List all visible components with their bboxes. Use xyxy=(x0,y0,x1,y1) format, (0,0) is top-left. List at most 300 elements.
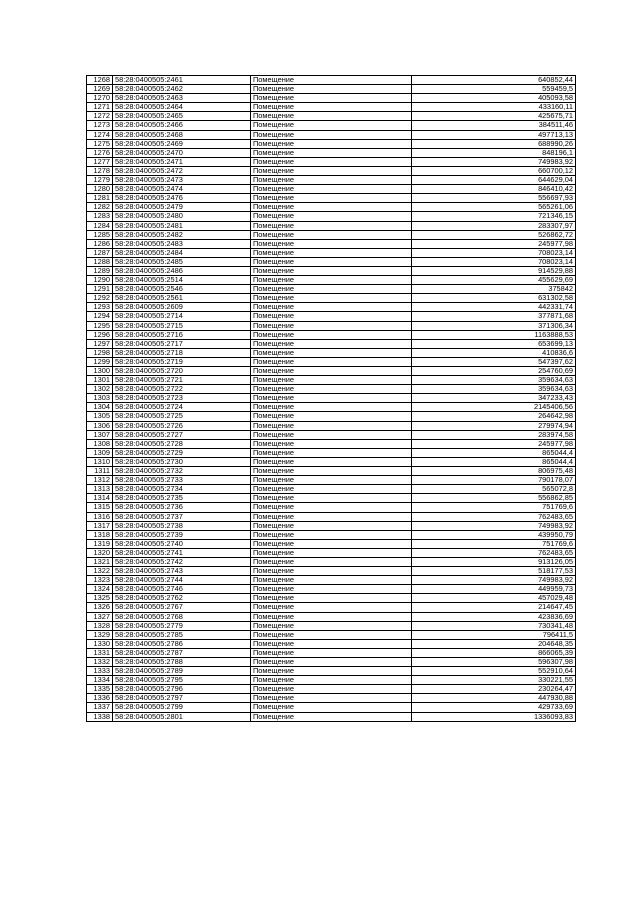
object-type-cell: Помещение xyxy=(251,630,412,639)
cadastral-number-cell: 58:28:0400505:2481 xyxy=(113,221,251,230)
table-row xyxy=(87,303,576,312)
cadastral-number-cell: 58:28:0400505:2733 xyxy=(113,476,251,485)
object-type-cell: Помещение xyxy=(251,212,412,221)
cadastral-number-cell: 58:28:0400505:2561 xyxy=(113,294,251,303)
cadastral-value-cell: 559459,5 xyxy=(412,85,576,94)
cadastral-value-cell: 330221,55 xyxy=(412,676,576,685)
cadastral-number-cell: 58:28:0400505:2788 xyxy=(113,658,251,667)
cadastral-number-cell: 58:28:0400505:2725 xyxy=(113,412,251,421)
table-row xyxy=(87,521,576,530)
cadastral-value-cell: 433160,11 xyxy=(412,103,576,112)
row-number-cell: 1299 xyxy=(87,357,113,366)
object-type-cell: Помещение xyxy=(251,394,412,403)
object-type-cell: Помещение xyxy=(251,230,412,239)
row-number-cell: 1310 xyxy=(87,457,113,466)
cadastral-value-cell: 455629,69 xyxy=(412,276,576,285)
table-row xyxy=(87,548,576,557)
object-type-cell: Помещение xyxy=(251,557,412,566)
row-number-cell: 1276 xyxy=(87,148,113,157)
cadastral-value-cell: 653699,13 xyxy=(412,339,576,348)
table-row xyxy=(87,266,576,275)
cadastral-number-cell: 58:28:0400505:2801 xyxy=(113,712,251,721)
table-row xyxy=(87,630,576,639)
row-number-cell: 1278 xyxy=(87,166,113,175)
cadastral-value-cell: 429733,69 xyxy=(412,703,576,712)
row-number-cell: 1287 xyxy=(87,248,113,257)
cadastral-value-cell: 547397,62 xyxy=(412,357,576,366)
cadastral-value-cell: 565072,8 xyxy=(412,485,576,494)
object-type-cell: Помещение xyxy=(251,667,412,676)
cadastral-value-cell: 688990,26 xyxy=(412,139,576,148)
row-number-cell: 1331 xyxy=(87,648,113,657)
cadastral-number-cell: 58:28:0400505:2734 xyxy=(113,485,251,494)
object-type-cell: Помещение xyxy=(251,485,412,494)
cadastral-number-cell: 58:28:0400505:2717 xyxy=(113,339,251,348)
table-row xyxy=(87,467,576,476)
table-row xyxy=(87,248,576,257)
table-row xyxy=(87,567,576,576)
cadastral-value-cell: 442331,74 xyxy=(412,303,576,312)
object-type-cell: Помещение xyxy=(251,376,412,385)
table-row xyxy=(87,703,576,712)
row-number-cell: 1292 xyxy=(87,294,113,303)
object-type-cell: Помещение xyxy=(251,330,412,339)
row-number-cell: 1279 xyxy=(87,176,113,185)
cadastral-number-cell: 58:28:0400505:2762 xyxy=(113,594,251,603)
cadastral-number-cell: 58:28:0400505:2768 xyxy=(113,612,251,621)
cadastral-number-cell: 58:28:0400505:2471 xyxy=(113,157,251,166)
cadastral-number-cell: 58:28:0400505:2473 xyxy=(113,176,251,185)
cadastral-value-cell: 264642,98 xyxy=(412,412,576,421)
cadastral-number-cell: 58:28:0400505:2735 xyxy=(113,494,251,503)
table-row xyxy=(87,457,576,466)
object-type-cell: Помещение xyxy=(251,239,412,248)
row-number-cell: 1277 xyxy=(87,157,113,166)
table-row xyxy=(87,321,576,330)
table-row xyxy=(87,394,576,403)
table-row xyxy=(87,376,576,385)
row-number-cell: 1321 xyxy=(87,557,113,566)
cadastral-number-cell: 58:28:0400505:2720 xyxy=(113,367,251,376)
cadastral-value-cell: 631302,58 xyxy=(412,294,576,303)
cadastral-number-cell: 58:28:0400505:2737 xyxy=(113,512,251,521)
row-number-cell: 1280 xyxy=(87,185,113,194)
row-number-cell: 1333 xyxy=(87,667,113,676)
cadastral-number-cell: 58:28:0400505:2767 xyxy=(113,603,251,612)
cadastral-number-cell: 58:28:0400505:2723 xyxy=(113,394,251,403)
cadastral-value-cell: 565261,06 xyxy=(412,203,576,212)
object-type-cell: Помещение xyxy=(251,658,412,667)
table-row xyxy=(87,676,576,685)
object-type-cell: Помещение xyxy=(251,112,412,121)
row-number-cell: 1316 xyxy=(87,512,113,521)
object-type-cell: Помещение xyxy=(251,703,412,712)
row-number-cell: 1338 xyxy=(87,712,113,721)
cadastral-value-cell: 790178,07 xyxy=(412,476,576,485)
object-type-cell: Помещение xyxy=(251,648,412,657)
table-row xyxy=(87,112,576,121)
table-row xyxy=(87,166,576,175)
cadastral-number-cell: 58:28:0400505:2482 xyxy=(113,230,251,239)
object-type-cell: Помещение xyxy=(251,439,412,448)
table-row xyxy=(87,94,576,103)
object-type-cell: Помещение xyxy=(251,221,412,230)
row-number-cell: 1269 xyxy=(87,85,113,94)
cadastral-value-table xyxy=(86,75,576,722)
table-row xyxy=(87,712,576,721)
object-type-cell: Помещение xyxy=(251,694,412,703)
row-number-cell: 1320 xyxy=(87,548,113,557)
table-row xyxy=(87,194,576,203)
table-row xyxy=(87,312,576,321)
cadastral-number-cell: 58:28:0400505:2716 xyxy=(113,330,251,339)
table-row xyxy=(87,285,576,294)
cadastral-value-cell: 497713,13 xyxy=(412,130,576,139)
object-type-cell: Помещение xyxy=(251,185,412,194)
object-type-cell: Помещение xyxy=(251,357,412,366)
row-number-cell: 1329 xyxy=(87,630,113,639)
table-row xyxy=(87,412,576,421)
cadastral-value-cell: 2145406,56 xyxy=(412,403,576,412)
row-number-cell: 1308 xyxy=(87,439,113,448)
table-row xyxy=(87,503,576,512)
cadastral-value-cell: 806975,48 xyxy=(412,467,576,476)
row-number-cell: 1328 xyxy=(87,621,113,630)
cadastral-number-cell: 58:28:0400505:2474 xyxy=(113,185,251,194)
row-number-cell: 1315 xyxy=(87,503,113,512)
cadastral-value-cell: 254760,69 xyxy=(412,367,576,376)
cadastral-number-cell: 58:28:0400505:2727 xyxy=(113,430,251,439)
table-row xyxy=(87,85,576,94)
table-row xyxy=(87,221,576,230)
cadastral-value-cell: 751769,6 xyxy=(412,503,576,512)
object-type-cell: Помещение xyxy=(251,576,412,585)
object-type-cell: Помещение xyxy=(251,448,412,457)
cadastral-value-cell: 425675,71 xyxy=(412,112,576,121)
object-type-cell: Помещение xyxy=(251,421,412,430)
cadastral-number-cell: 58:28:0400505:2609 xyxy=(113,303,251,312)
cadastral-number-cell: 58:28:0400505:2470 xyxy=(113,148,251,157)
table-row xyxy=(87,339,576,348)
cadastral-value-cell: 865044,4 xyxy=(412,457,576,466)
cadastral-number-cell: 58:28:0400505:2476 xyxy=(113,194,251,203)
cadastral-value-cell: 457029,48 xyxy=(412,594,576,603)
cadastral-value-cell: 230264,47 xyxy=(412,685,576,694)
object-type-cell: Помещение xyxy=(251,457,412,466)
object-type-cell: Помещение xyxy=(251,594,412,603)
table-row xyxy=(87,367,576,376)
cadastral-value-cell: 556862,85 xyxy=(412,494,576,503)
table-row xyxy=(87,357,576,366)
object-type-cell: Помещение xyxy=(251,676,412,685)
object-type-cell: Помещение xyxy=(251,121,412,130)
row-number-cell: 1336 xyxy=(87,694,113,703)
object-type-cell: Помещение xyxy=(251,194,412,203)
object-type-cell: Помещение xyxy=(251,285,412,294)
table-row xyxy=(87,139,576,148)
cadastral-value-cell: 762483,65 xyxy=(412,548,576,557)
table-row xyxy=(87,430,576,439)
table-row xyxy=(87,612,576,621)
row-number-cell: 1324 xyxy=(87,585,113,594)
object-type-cell: Помещение xyxy=(251,539,412,548)
cadastral-value-cell: 1336093,83 xyxy=(412,712,576,721)
cadastral-value-cell: 449959,73 xyxy=(412,585,576,594)
cadastral-number-cell: 58:28:0400505:2744 xyxy=(113,576,251,585)
table-row xyxy=(87,530,576,539)
cadastral-value-cell: 556697,93 xyxy=(412,194,576,203)
object-type-cell: Помещение xyxy=(251,567,412,576)
table-row xyxy=(87,448,576,457)
cadastral-value-cell: 552910,64 xyxy=(412,667,576,676)
object-type-cell: Помещение xyxy=(251,385,412,394)
table-row xyxy=(87,348,576,357)
row-number-cell: 1330 xyxy=(87,639,113,648)
row-number-cell: 1291 xyxy=(87,285,113,294)
table-row xyxy=(87,239,576,248)
cadastral-number-cell: 58:28:0400505:2795 xyxy=(113,676,251,685)
row-number-cell: 1283 xyxy=(87,212,113,221)
row-number-cell: 1332 xyxy=(87,658,113,667)
cadastral-value-cell: 1163888,53 xyxy=(412,330,576,339)
cadastral-value-cell: 518177,53 xyxy=(412,567,576,576)
object-type-cell: Помещение xyxy=(251,476,412,485)
cadastral-number-cell: 58:28:0400505:2730 xyxy=(113,457,251,466)
row-number-cell: 1322 xyxy=(87,567,113,576)
table-row xyxy=(87,694,576,703)
table-row xyxy=(87,203,576,212)
cadastral-value-cell: 375842 xyxy=(412,285,576,294)
cadastral-number-cell: 58:28:0400505:2785 xyxy=(113,630,251,639)
row-number-cell: 1314 xyxy=(87,494,113,503)
row-number-cell: 1303 xyxy=(87,394,113,403)
object-type-cell: Помещение xyxy=(251,176,412,185)
cadastral-number-cell: 58:28:0400505:2742 xyxy=(113,557,251,566)
cadastral-value-cell: 214647,45 xyxy=(412,603,576,612)
cadastral-value-cell: 644629,04 xyxy=(412,176,576,185)
object-type-cell: Помещение xyxy=(251,203,412,212)
cadastral-value-cell: 410836,6 xyxy=(412,348,576,357)
cadastral-number-cell: 58:28:0400505:2786 xyxy=(113,639,251,648)
object-type-cell: Помещение xyxy=(251,503,412,512)
row-number-cell: 1337 xyxy=(87,703,113,712)
row-number-cell: 1288 xyxy=(87,257,113,266)
row-number-cell: 1312 xyxy=(87,476,113,485)
row-number-cell: 1298 xyxy=(87,348,113,357)
table-row xyxy=(87,639,576,648)
cadastral-number-cell: 58:28:0400505:2466 xyxy=(113,121,251,130)
cadastral-number-cell: 58:28:0400505:2464 xyxy=(113,103,251,112)
cadastral-number-cell: 58:28:0400505:2797 xyxy=(113,694,251,703)
object-type-cell: Помещение xyxy=(251,430,412,439)
object-type-cell: Помещение xyxy=(251,148,412,157)
row-number-cell: 1285 xyxy=(87,230,113,239)
cadastral-number-cell: 58:28:0400505:2479 xyxy=(113,203,251,212)
cadastral-number-cell: 58:28:0400505:2472 xyxy=(113,166,251,175)
table-row xyxy=(87,439,576,448)
cadastral-number-cell: 58:28:0400505:2546 xyxy=(113,285,251,294)
cadastral-number-cell: 58:28:0400505:2468 xyxy=(113,130,251,139)
cadastral-number-cell: 58:28:0400505:2729 xyxy=(113,448,251,457)
row-number-cell: 1272 xyxy=(87,112,113,121)
row-number-cell: 1286 xyxy=(87,239,113,248)
object-type-cell: Помещение xyxy=(251,339,412,348)
row-number-cell: 1268 xyxy=(87,76,113,85)
object-type-cell: Помещение xyxy=(251,512,412,521)
cadastral-number-cell: 58:28:0400505:2799 xyxy=(113,703,251,712)
object-type-cell: Помещение xyxy=(251,103,412,112)
row-number-cell: 1273 xyxy=(87,121,113,130)
cadastral-number-cell: 58:28:0400505:2463 xyxy=(113,94,251,103)
row-number-cell: 1304 xyxy=(87,403,113,412)
table-row xyxy=(87,576,576,585)
object-type-cell: Помещение xyxy=(251,403,412,412)
row-number-cell: 1311 xyxy=(87,467,113,476)
table-row xyxy=(87,330,576,339)
cadastral-number-cell: 58:28:0400505:2514 xyxy=(113,276,251,285)
table-row xyxy=(87,257,576,266)
object-type-cell: Помещение xyxy=(251,94,412,103)
object-type-cell: Помещение xyxy=(251,494,412,503)
cadastral-value-cell: 762483,65 xyxy=(412,512,576,521)
object-type-cell: Помещение xyxy=(251,548,412,557)
row-number-cell: 1275 xyxy=(87,139,113,148)
object-type-cell: Помещение xyxy=(251,412,412,421)
cadastral-value-cell: 660700,12 xyxy=(412,166,576,175)
cadastral-number-cell: 58:28:0400505:2738 xyxy=(113,521,251,530)
cadastral-number-cell: 58:28:0400505:2789 xyxy=(113,667,251,676)
object-type-cell: Помещение xyxy=(251,621,412,630)
cadastral-value-cell: 721346,15 xyxy=(412,212,576,221)
cadastral-value-cell: 359634,63 xyxy=(412,376,576,385)
cadastral-number-cell: 58:28:0400505:2483 xyxy=(113,239,251,248)
row-number-cell: 1305 xyxy=(87,412,113,421)
cadastral-number-cell: 58:28:0400505:2779 xyxy=(113,621,251,630)
row-number-cell: 1323 xyxy=(87,576,113,585)
object-type-cell: Помещение xyxy=(251,157,412,166)
table-row xyxy=(87,403,576,412)
cadastral-value-cell: 447930,88 xyxy=(412,694,576,703)
cadastral-value-cell: 245977,98 xyxy=(412,239,576,248)
object-type-cell: Помещение xyxy=(251,130,412,139)
row-number-cell: 1270 xyxy=(87,94,113,103)
row-number-cell: 1302 xyxy=(87,385,113,394)
cadastral-value-cell: 640852,44 xyxy=(412,76,576,85)
row-number-cell: 1325 xyxy=(87,594,113,603)
cadastral-number-cell: 58:28:0400505:2724 xyxy=(113,403,251,412)
object-type-cell: Помещение xyxy=(251,348,412,357)
row-number-cell: 1334 xyxy=(87,676,113,685)
cadastral-number-cell: 58:28:0400505:2722 xyxy=(113,385,251,394)
row-number-cell: 1309 xyxy=(87,448,113,457)
cadastral-value-cell: 283307,97 xyxy=(412,221,576,230)
table-row xyxy=(87,157,576,166)
cadastral-number-cell: 58:28:0400505:2746 xyxy=(113,585,251,594)
table-row xyxy=(87,103,576,112)
table-row xyxy=(87,667,576,676)
cadastral-number-cell: 58:28:0400505:2726 xyxy=(113,421,251,430)
cadastral-number-cell: 58:28:0400505:2462 xyxy=(113,85,251,94)
cadastral-number-cell: 58:28:0400505:2728 xyxy=(113,439,251,448)
object-type-cell: Помещение xyxy=(251,248,412,257)
cadastral-value-cell: 749983,92 xyxy=(412,521,576,530)
table-row xyxy=(87,385,576,394)
table-row xyxy=(87,130,576,139)
row-number-cell: 1327 xyxy=(87,612,113,621)
table-row xyxy=(87,185,576,194)
table-row xyxy=(87,621,576,630)
row-number-cell: 1271 xyxy=(87,103,113,112)
object-type-cell: Помещение xyxy=(251,276,412,285)
cadastral-value-cell: 204648,35 xyxy=(412,639,576,648)
cadastral-value-cell: 283974,58 xyxy=(412,430,576,439)
table-row xyxy=(87,512,576,521)
cadastral-value-cell: 708023,14 xyxy=(412,257,576,266)
object-type-cell: Помещение xyxy=(251,467,412,476)
cadastral-value-cell: 866065,39 xyxy=(412,648,576,657)
table-row xyxy=(87,539,576,548)
object-type-cell: Помещение xyxy=(251,712,412,721)
cadastral-number-cell: 58:28:0400505:2740 xyxy=(113,539,251,548)
cadastral-number-cell: 58:28:0400505:2465 xyxy=(113,112,251,121)
cadastral-value-cell: 730341,48 xyxy=(412,621,576,630)
table-row xyxy=(87,648,576,657)
table-row xyxy=(87,230,576,239)
object-type-cell: Помещение xyxy=(251,603,412,612)
cadastral-number-cell: 58:28:0400505:2787 xyxy=(113,648,251,657)
cadastral-number-cell: 58:28:0400505:2485 xyxy=(113,257,251,266)
object-type-cell: Помещение xyxy=(251,85,412,94)
object-type-cell: Помещение xyxy=(251,294,412,303)
table-row xyxy=(87,685,576,694)
cadastral-value-cell: 749983,92 xyxy=(412,576,576,585)
table-row xyxy=(87,485,576,494)
cadastral-value-cell: 377871,68 xyxy=(412,312,576,321)
cadastral-value-cell: 405093,58 xyxy=(412,94,576,103)
cadastral-value-cell: 526862,72 xyxy=(412,230,576,239)
table-row xyxy=(87,148,576,157)
row-number-cell: 1297 xyxy=(87,339,113,348)
object-type-cell: Помещение xyxy=(251,530,412,539)
object-type-cell: Помещение xyxy=(251,257,412,266)
cadastral-number-cell: 58:28:0400505:2732 xyxy=(113,467,251,476)
cadastral-number-cell: 58:28:0400505:2719 xyxy=(113,357,251,366)
row-number-cell: 1282 xyxy=(87,203,113,212)
cadastral-value-cell: 751769,6 xyxy=(412,539,576,548)
table-row xyxy=(87,557,576,566)
table-row xyxy=(87,76,576,85)
cadastral-number-cell: 58:28:0400505:2715 xyxy=(113,321,251,330)
row-number-cell: 1300 xyxy=(87,367,113,376)
cadastral-number-cell: 58:28:0400505:2469 xyxy=(113,139,251,148)
row-number-cell: 1319 xyxy=(87,539,113,548)
object-type-cell: Помещение xyxy=(251,685,412,694)
row-number-cell: 1281 xyxy=(87,194,113,203)
row-number-cell: 1289 xyxy=(87,266,113,275)
cadastral-number-cell: 58:28:0400505:2736 xyxy=(113,503,251,512)
object-type-cell: Помещение xyxy=(251,521,412,530)
cadastral-value-cell: 865044,4 xyxy=(412,448,576,457)
object-type-cell: Помещение xyxy=(251,266,412,275)
cadastral-value-cell: 439950,79 xyxy=(412,530,576,539)
cadastral-number-cell: 58:28:0400505:2718 xyxy=(113,348,251,357)
row-number-cell: 1274 xyxy=(87,130,113,139)
table-body xyxy=(87,76,576,722)
row-number-cell: 1290 xyxy=(87,276,113,285)
cadastral-value-cell: 846410,42 xyxy=(412,185,576,194)
object-type-cell: Помещение xyxy=(251,139,412,148)
row-number-cell: 1293 xyxy=(87,303,113,312)
